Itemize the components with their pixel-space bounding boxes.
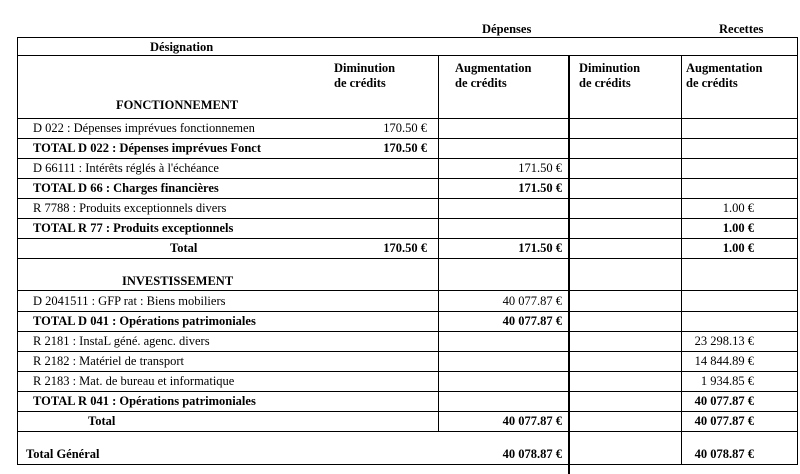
- cell-aug-dep: 171.50 €: [518, 161, 562, 175]
- row-label: R 7788 : Produits exceptionnels divers: [33, 201, 227, 215]
- cell-aug-rec: 23 298.13 €: [694, 334, 754, 348]
- col-header-dim-dep-line1: Diminution: [334, 61, 396, 75]
- row-label: TOTAL D 66 : Charges financières: [33, 181, 219, 195]
- cell-aug-rec: 40 077.87 €: [694, 414, 754, 428]
- row-label: Total Général: [26, 447, 100, 461]
- row-label: TOTAL R 77 : Produits exceptionnels: [33, 221, 234, 235]
- row-label: R 2182 : Matériel de transport: [33, 354, 185, 368]
- table-row: [0, 374, 800, 390]
- row-label: TOTAL D 022 : Dépenses imprévues Fonct: [33, 141, 262, 155]
- cell-aug-dep: 40 078.87 €: [502, 447, 562, 461]
- row-label: D 022 : Dépenses imprévues fonctionnemen: [33, 121, 255, 135]
- table-row: [0, 181, 800, 197]
- row-label: TOTAL D 041 : Opérations patrimoniales: [33, 314, 256, 328]
- cell-aug-dep: 40 077.87 €: [502, 314, 562, 328]
- col-header-aug-dep-line2: de crédits: [455, 76, 507, 90]
- row-label: TOTAL R 041 : Opérations patrimoniales: [33, 394, 256, 408]
- cell-aug-dep: 171.50 €: [518, 181, 562, 195]
- col-header-dim-rec-line2: de crédits: [579, 76, 631, 90]
- table-row: [0, 354, 800, 370]
- cell-aug-dep: 40 077.87 €: [502, 294, 562, 308]
- header-recettes: Recettes: [719, 22, 764, 36]
- col-header-aug-rec-line2: de crédits: [686, 76, 738, 90]
- row-label: R 2183 : Mat. de bureau et informatique: [33, 374, 235, 388]
- cell-aug-rec: 1 934.85 €: [700, 374, 754, 388]
- row-label: D 2041511 : GFP rat : Biens mobiliers: [33, 294, 226, 308]
- col-header-dim-dep-line2: de crédits: [334, 76, 386, 90]
- table-row: [0, 141, 800, 157]
- header-designation: Désignation: [150, 40, 214, 54]
- cell-aug-rec: 1.00 €: [722, 201, 754, 215]
- row-label: D 66111 : Intérêts réglés à l'échéance: [33, 161, 219, 175]
- table-row: [0, 241, 800, 257]
- cell-dim-dep: 170.50 €: [383, 241, 427, 255]
- table-row: [0, 121, 800, 137]
- header-depenses: Dépenses: [482, 22, 532, 36]
- cell-aug-rec: 40 078.87 €: [694, 447, 754, 461]
- cell-aug-rec: 14 844.89 €: [694, 354, 754, 368]
- cell-aug-dep: 171.50 €: [518, 241, 562, 255]
- table-row: [0, 394, 800, 410]
- table-row: [0, 334, 800, 350]
- table-row: [0, 314, 800, 330]
- col-header-aug-rec-line1: Augmentation: [686, 61, 763, 75]
- cell-aug-rec: 1.00 €: [722, 241, 754, 255]
- section-fonctionnement: FONCTIONNEMENT: [116, 98, 239, 112]
- table-row: [0, 447, 800, 463]
- cell-aug-rec: 1.00 €: [722, 221, 754, 235]
- cell-dim-dep: 170.50 €: [383, 121, 427, 135]
- col-header-aug-dep-line1: Augmentation: [455, 61, 532, 75]
- table-row: [0, 294, 800, 310]
- row-label: Total: [88, 414, 116, 428]
- section-investissement: INVESTISSEMENT: [122, 274, 234, 288]
- col-header-dim-rec-line1: Diminution: [579, 61, 641, 75]
- table-row: [0, 161, 800, 177]
- cell-dim-dep: 170.50 €: [383, 141, 427, 155]
- table-row: [0, 221, 800, 237]
- table-row: [0, 201, 800, 217]
- cell-aug-rec: 40 077.87 €: [694, 394, 754, 408]
- row-label: R 2181 : InstaL géné. agenc. divers: [33, 334, 210, 348]
- table-row: [0, 414, 800, 430]
- cell-aug-dep: 40 077.87 €: [502, 414, 562, 428]
- row-label: Total: [170, 241, 198, 255]
